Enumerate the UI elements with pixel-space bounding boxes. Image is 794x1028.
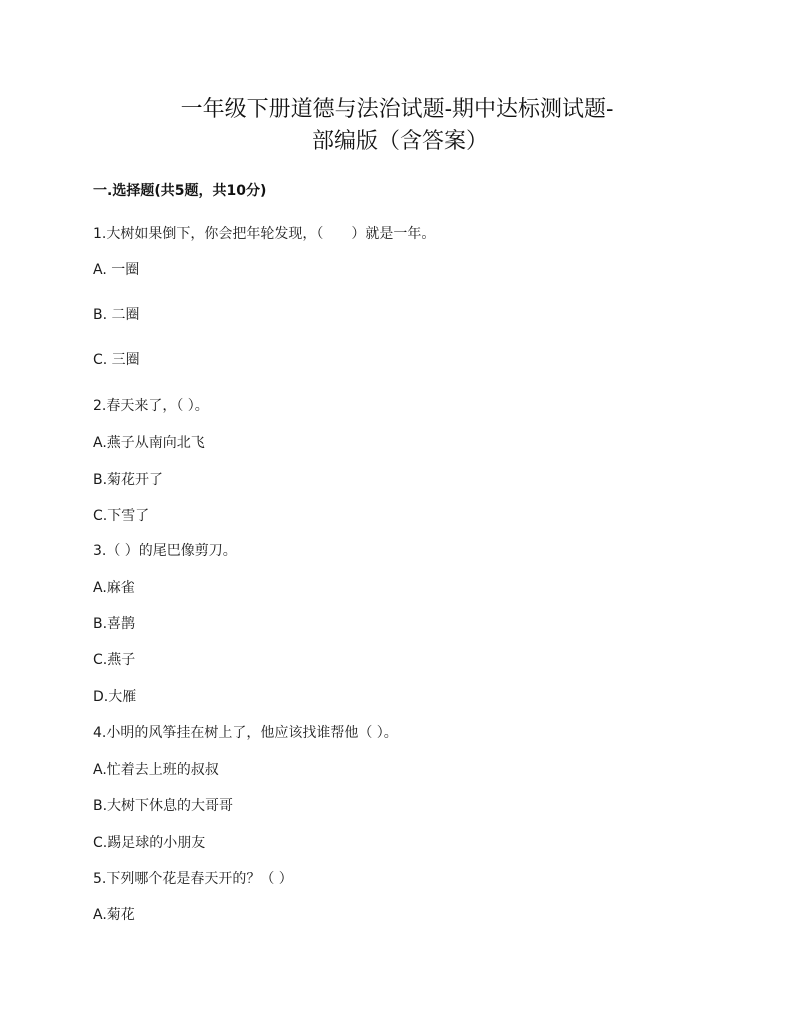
question-2-option-c: C.下雪了 <box>93 508 150 524</box>
document-title-line-2: 部编版（含答案） <box>311 129 488 154</box>
question-1-option-b: B. 二圈 <box>93 307 140 323</box>
question-5-option-a: A.菊花 <box>93 907 135 923</box>
question-3-option-b: B.喜鹊 <box>93 616 136 632</box>
question-3-stem: 3.（ ）的尾巴像剪刀。 <box>93 543 237 559</box>
question-1-option-c: C. 三圈 <box>93 352 140 368</box>
question-2-option-b: B.菊花开了 <box>93 472 164 488</box>
question-3-option-c: C.燕子 <box>93 652 136 668</box>
document-title-line-1: 一年级下册道德与法治试题-期中达标测试题- <box>180 97 614 122</box>
question-4-option-a: A.忙着去上班的叔叔 <box>93 762 219 778</box>
question-2-option-a: A.燕子从南向北飞 <box>93 435 205 451</box>
question-3-option-d: D.大雁 <box>93 689 137 705</box>
question-1-option-a: A. 一圈 <box>93 262 140 278</box>
question-3-option-a: A.麻雀 <box>93 580 135 596</box>
section-heading: 一.选择题(共5题，共10分) <box>93 183 267 199</box>
question-2-stem: 2.春天来了，（ ）。 <box>93 398 209 414</box>
question-4-option-b: B.大树下休息的大哥哥 <box>93 798 234 814</box>
question-5-stem: 5.下列哪个花是春天开的？（ ） <box>93 871 293 887</box>
question-4-option-c: C.踢足球的小朋友 <box>93 835 206 851</box>
question-1-stem: 1.大树如果倒下，你会把年轮发现，（ ）就是一年。 <box>93 226 436 242</box>
question-4-stem: 4.小明的风筝挂在树上了，他应该找谁帮他（ ）。 <box>93 725 398 741</box>
